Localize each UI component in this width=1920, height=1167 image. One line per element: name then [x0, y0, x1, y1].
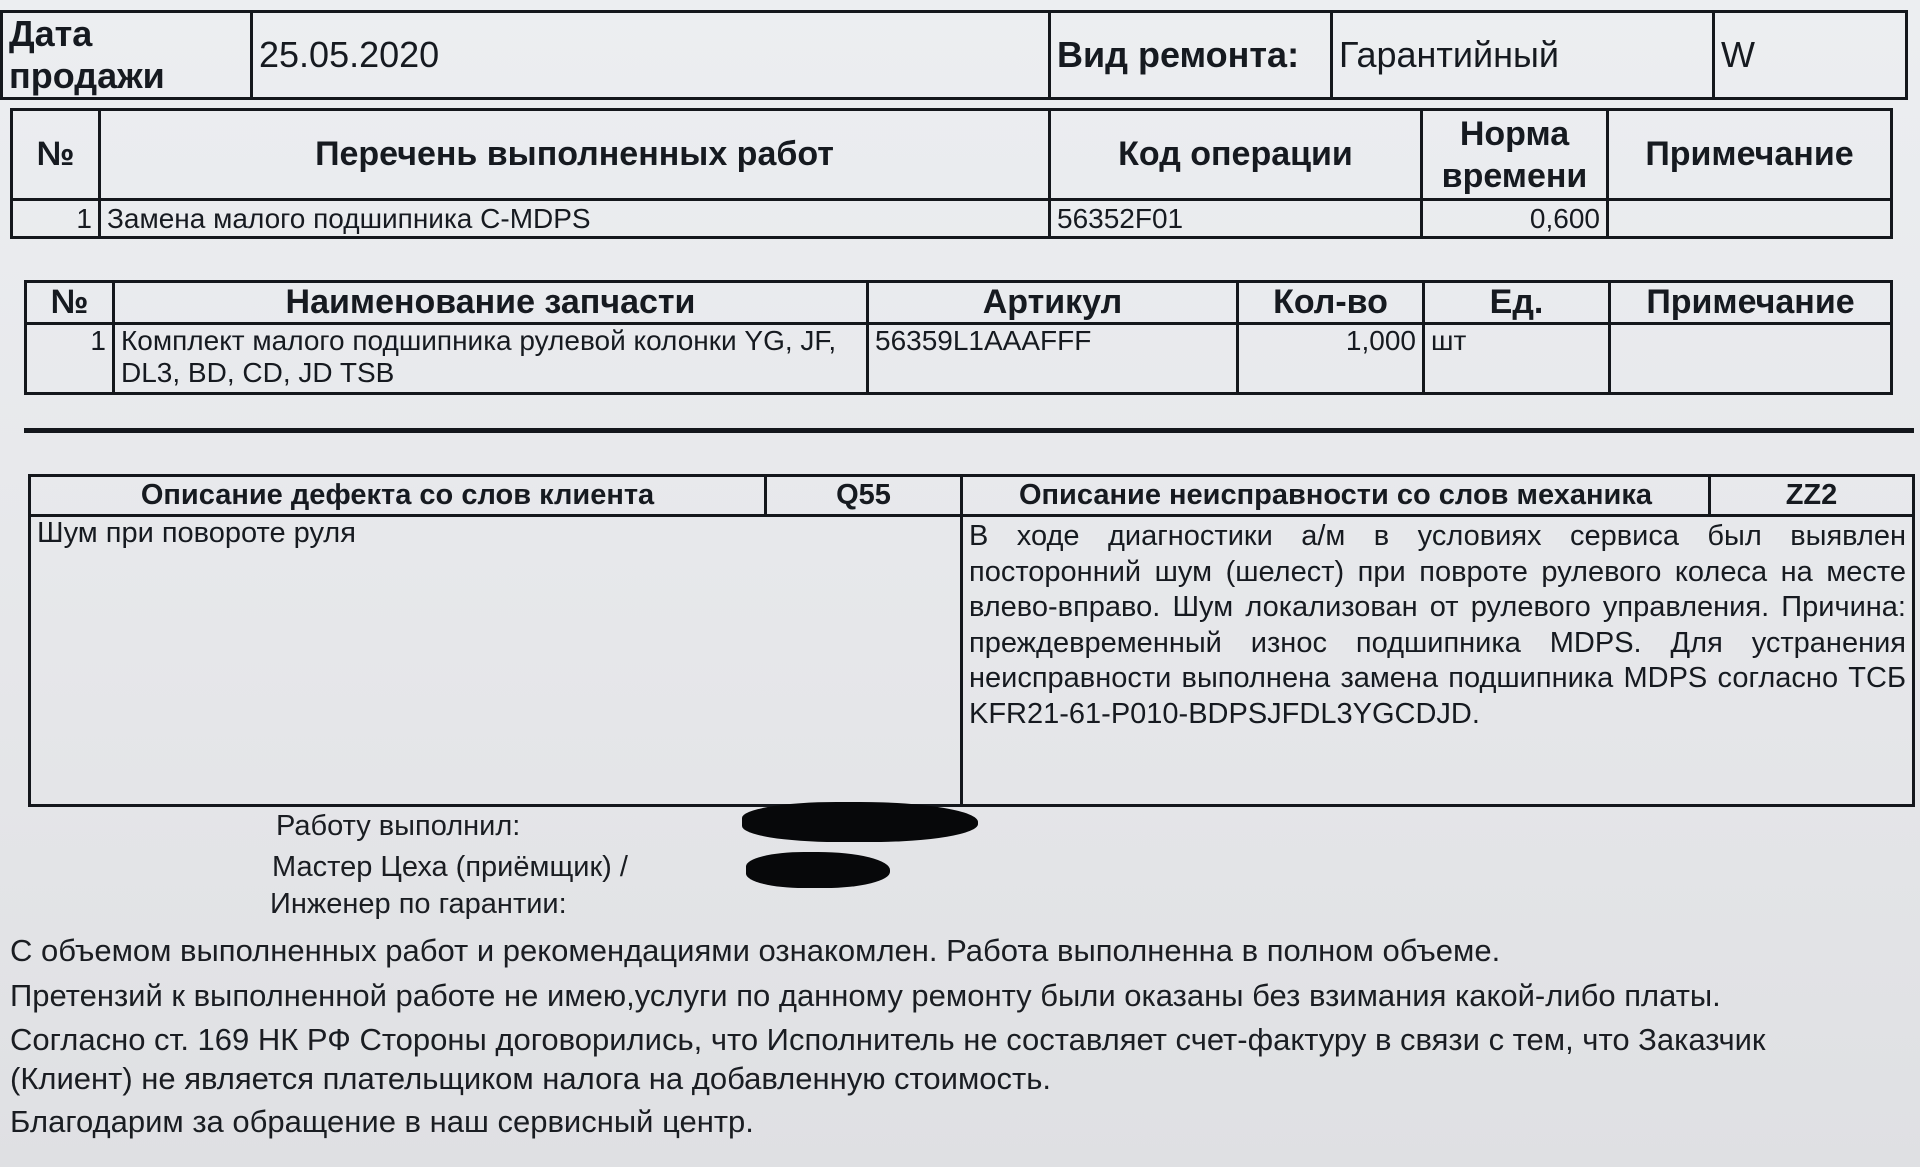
mechanic-defect-text: В ходе диагностики а/м в условиях сервиса был выявлен посторонний шум (шелест) при поврoте рулевого колеса на месте влево-вправо. Шум локализован от рулевого управления. Причина: преждевременный износ подшипника MDPS. Для устранения неисправности выполнена замена подшипника MDPS согласно ТСБ KFR21-61-P010-BDPSJFDL3YGCDJD.	[962, 516, 1914, 806]
works-row-code: 56352F01	[1050, 200, 1422, 238]
sale-info-row	[0, 10, 1908, 100]
parts-row-article: 56359L1AAAFFF	[868, 324, 1238, 394]
footer-line: С объемом выполненных работ и рекомендациями ознакомлен. Работа выполненна в полном объеме.	[10, 933, 1501, 968]
sale-date-label: Дата продажи	[2, 12, 252, 99]
works-col-name: Перечень выполненных работ	[100, 110, 1050, 200]
parts-col-qty: Кол-во	[1238, 282, 1424, 324]
parts-row-unit: шт	[1424, 324, 1610, 394]
works-col-code: Код операции	[1050, 110, 1422, 200]
table-row	[26, 324, 1892, 394]
footer-line: Согласно ст. 169 НК РФ Стороны договорились, что Исполнитель не составляет счет-фактуру в связи с тем, что Заказчик	[10, 1022, 1766, 1057]
master-label: Мастер Цеха (приёмщик) /	[272, 851, 628, 883]
parts-row-note	[1610, 324, 1892, 394]
defect-table	[28, 474, 1915, 807]
repair-type-label: Вид ремонта:	[1050, 12, 1332, 99]
footer-line: Благодарим за обращение в наш сервисный центр.	[10, 1104, 754, 1139]
client-defect-code: Q55	[766, 476, 962, 516]
parts-row-name: Комплект малого подшипника рулевой колонки YG, JF, DL3, BD, CD, JD TSB	[114, 324, 868, 394]
sale-date-value: 25.05.2020	[252, 12, 1050, 99]
redaction-mark	[746, 852, 890, 888]
parts-row-no: 1	[26, 324, 114, 394]
parts-table	[24, 280, 1893, 395]
works-col-no: №	[12, 110, 100, 200]
parts-row-qty: 1,000	[1238, 324, 1424, 394]
works-row-no: 1	[12, 200, 100, 238]
works-table	[10, 108, 1893, 239]
parts-col-name: Наименование запчасти	[114, 282, 868, 324]
works-row-name: Замена малого подшипника C-MDPS	[100, 200, 1050, 238]
client-defect-text: Шум при повороте руля	[30, 516, 962, 806]
performed-by-label: Работу выполнил:	[276, 810, 521, 842]
parts-col-no: №	[26, 282, 114, 324]
client-defect-header: Описание дефекта со слов клиента	[30, 476, 766, 516]
works-col-time: Норма времени	[1422, 110, 1608, 200]
mechanic-defect-header: Описание неисправности со слов механика	[962, 476, 1710, 516]
parts-col-unit: Ед.	[1424, 282, 1610, 324]
parts-col-article: Артикул	[868, 282, 1238, 324]
repair-type-value: Гарантийный	[1332, 12, 1714, 99]
table-row	[12, 200, 1892, 238]
works-col-note: Примечание	[1608, 110, 1892, 200]
redaction-mark	[742, 802, 978, 842]
repair-code-value: W	[1714, 12, 1907, 99]
works-row-note	[1608, 200, 1892, 238]
footer-line: Претензий к выполненной работе не имею,услуги по данному ремонту были оказаны без взимания какой-либо платы.	[10, 978, 1721, 1013]
works-row-time: 0,600	[1422, 200, 1608, 238]
divider	[24, 428, 1914, 433]
mechanic-defect-code: ZZ2	[1710, 476, 1914, 516]
parts-col-note: Примечание	[1610, 282, 1892, 324]
engineer-label: Инженер по гарантии:	[270, 888, 567, 920]
footer-line: (Клиент) не является плательщиком налога на добавленную стоимость.	[10, 1061, 1051, 1096]
